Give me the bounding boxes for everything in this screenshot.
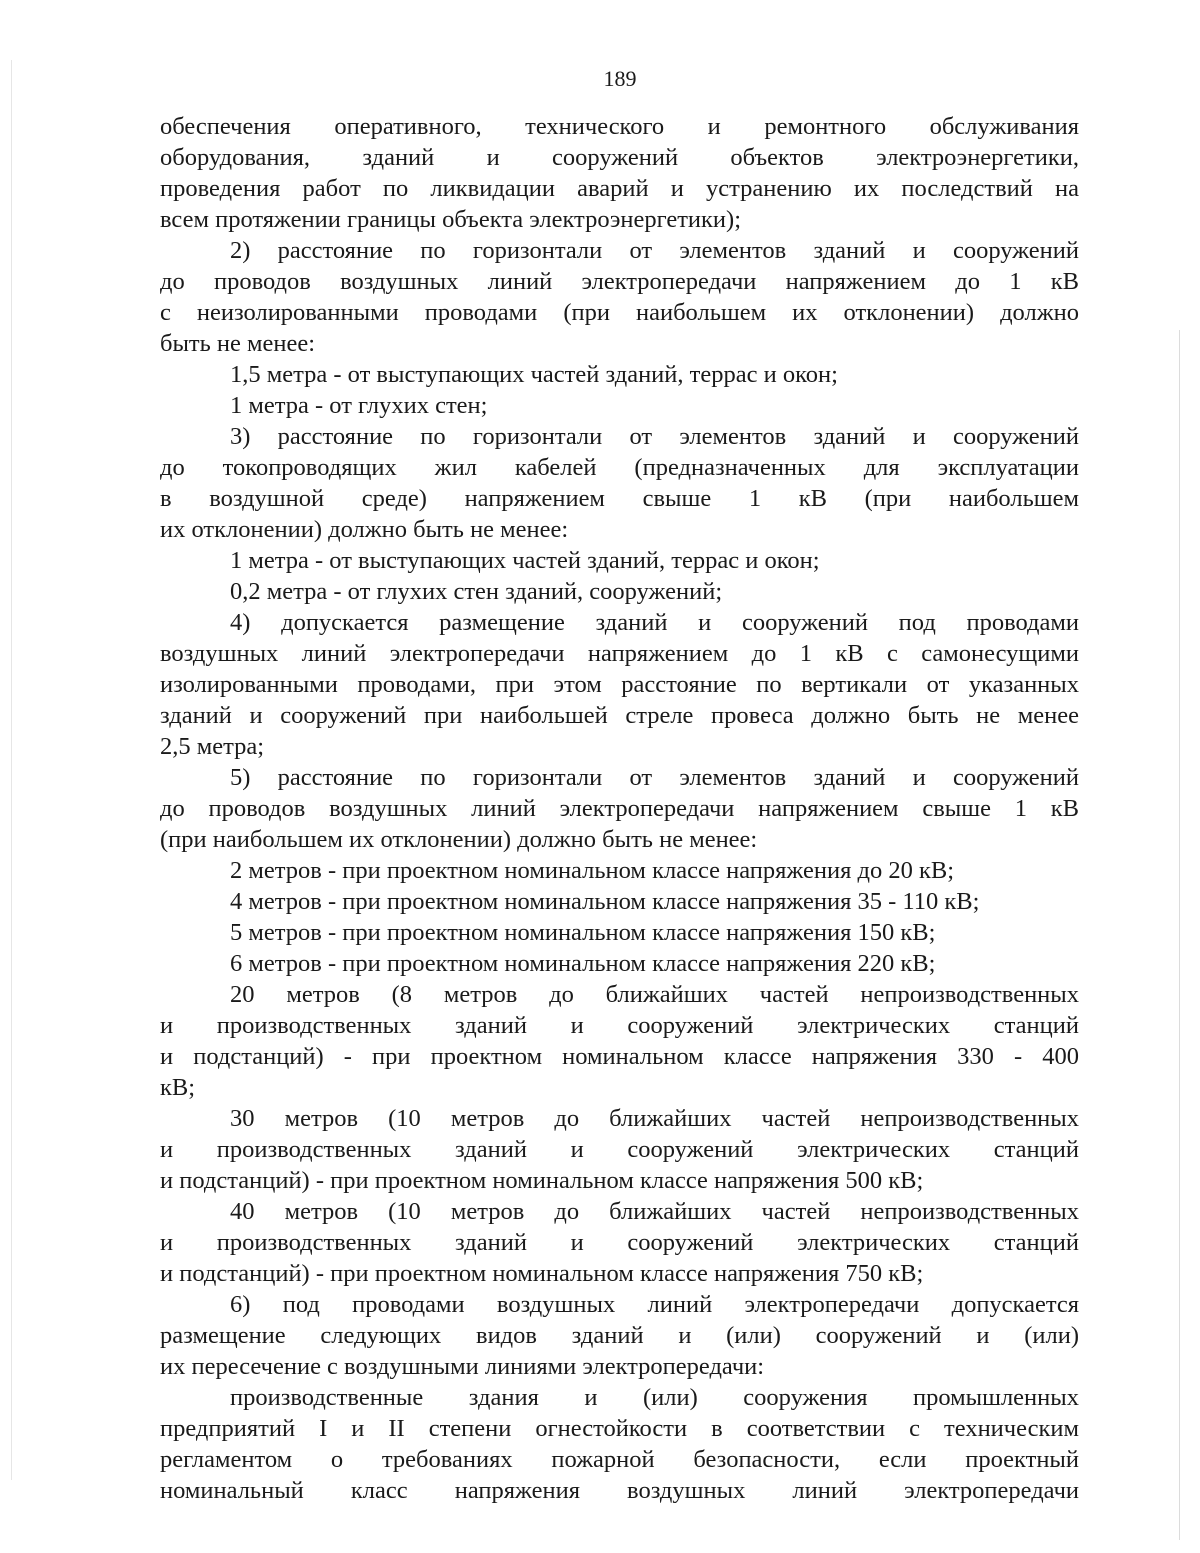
text-line: 1 метра - от глухих стен; xyxy=(230,392,488,419)
text-line: зданий и сооружений при наибольшей стреле провеса должно быть не менее xyxy=(160,702,1079,729)
text-line: с неизолированными проводами (при наибольшем их отклонении) должно xyxy=(160,299,1079,326)
text-line: 6) под проводами воздушных линий электропередачи допускается xyxy=(230,1291,1079,1318)
text-line: обеспечения оперативного, технического и ремонтного обслуживания xyxy=(160,113,1079,140)
text-line: и производственных зданий и сооружений электрических станций xyxy=(160,1012,1079,1039)
text-line: предприятий I и II степени огнестойкости в соответствии с техническим xyxy=(160,1415,1079,1442)
text-line: быть не менее: xyxy=(160,330,316,357)
text-line: проведения работ по ликвидации аварий и устранению их последствий на xyxy=(160,175,1079,202)
text-line: 20 метров (8 метров до ближайших частей непроизводственных xyxy=(230,981,1079,1008)
text-line: воздушных линий электропередачи напряжением до 1 кВ с самонесущими xyxy=(160,640,1079,667)
text-line: 2,5 метра; xyxy=(160,733,265,760)
text-line: и подстанций) - при проектном номинальном классе напряжения 500 кВ; xyxy=(160,1167,924,1194)
text-line: 4) допускается размещение зданий и сооружений под проводами xyxy=(230,609,1079,636)
scan-edge-right xyxy=(1179,330,1180,1540)
text-line: (при наибольшем их отклонении) должно быть не менее: xyxy=(160,826,758,853)
text-line: в воздушной среде) напряжением свыше 1 кВ (при наибольшем xyxy=(160,485,1079,512)
text-line: 1,5 метра - от выступающих частей зданий, террас и окон; xyxy=(230,361,838,388)
text-line: их пересечение с воздушными линиями электропередачи: xyxy=(160,1353,765,1380)
text-line: до проводов воздушных линий электропередачи напряжением до 1 кВ xyxy=(160,268,1079,295)
text-line: регламентом о требованиях пожарной безопасности, если проектный xyxy=(160,1446,1079,1473)
text-line: 2 метров - при проектном номинальном классе напряжения до 20 кВ; xyxy=(230,857,955,884)
text-line: 5) расстояние по горизонтали от элементов зданий и сооружений xyxy=(230,764,1079,791)
text-line: до проводов воздушных линий электропередачи напряжением свыше 1 кВ xyxy=(160,795,1079,822)
text-line: их отклонении) должно быть не менее: xyxy=(160,516,569,543)
text-line: 40 метров (10 метров до ближайших частей непроизводственных xyxy=(230,1198,1079,1225)
text-line: всем протяжении границы объекта электроэнергетики); xyxy=(160,206,742,233)
text-line: оборудования, зданий и сооружений объектов электроэнергетики, xyxy=(160,144,1079,171)
scan-edge-left xyxy=(11,60,12,1480)
text-line: до токопроводящих жил кабелей (предназначенных для эксплуатации xyxy=(160,454,1079,481)
text-line: и подстанций) - при проектном номинальном классе напряжения 750 кВ; xyxy=(160,1260,924,1287)
text-line: и производственных зданий и сооружений электрических станций xyxy=(160,1229,1079,1256)
body-text xyxy=(160,111,1079,1506)
text-line: 0,2 метра - от глухих стен зданий, сооружений; xyxy=(230,578,723,605)
text-line: 2) расстояние по горизонтали от элементов зданий и сооружений xyxy=(230,237,1079,264)
page-number: 189 xyxy=(603,66,637,91)
text-line: 5 метров - при проектном номинальном классе напряжения 150 кВ; xyxy=(230,919,936,946)
text-line: кВ; xyxy=(160,1074,196,1101)
text-line: 30 метров (10 метров до ближайших частей непроизводственных xyxy=(230,1105,1079,1132)
text-line: производственные здания и (или) сооружения промышленных xyxy=(230,1384,1079,1411)
text-line: 1 метра - от выступающих частей зданий, террас и окон; xyxy=(230,547,820,574)
text-line: размещение следующих видов зданий и (или) сооружений и (или) xyxy=(160,1322,1079,1349)
text-line: 3) расстояние по горизонтали от элементов зданий и сооружений xyxy=(230,423,1079,450)
text-line: и производственных зданий и сооружений электрических станций xyxy=(160,1136,1079,1163)
text-line: 6 метров - при проектном номинальном классе напряжения 220 кВ; xyxy=(230,950,936,977)
text-line: изолированными проводами, при этом расстояние по вертикали от указанных xyxy=(160,671,1079,698)
text-line: и подстанций) - при проектном номинальном классе напряжения 330 - 400 xyxy=(160,1043,1079,1070)
text-line: номинальный класс напряжения воздушных линий электропередачи xyxy=(160,1477,1079,1504)
text-line: 4 метров - при проектном номинальном классе напряжения 35 - 110 кВ; xyxy=(230,888,980,915)
